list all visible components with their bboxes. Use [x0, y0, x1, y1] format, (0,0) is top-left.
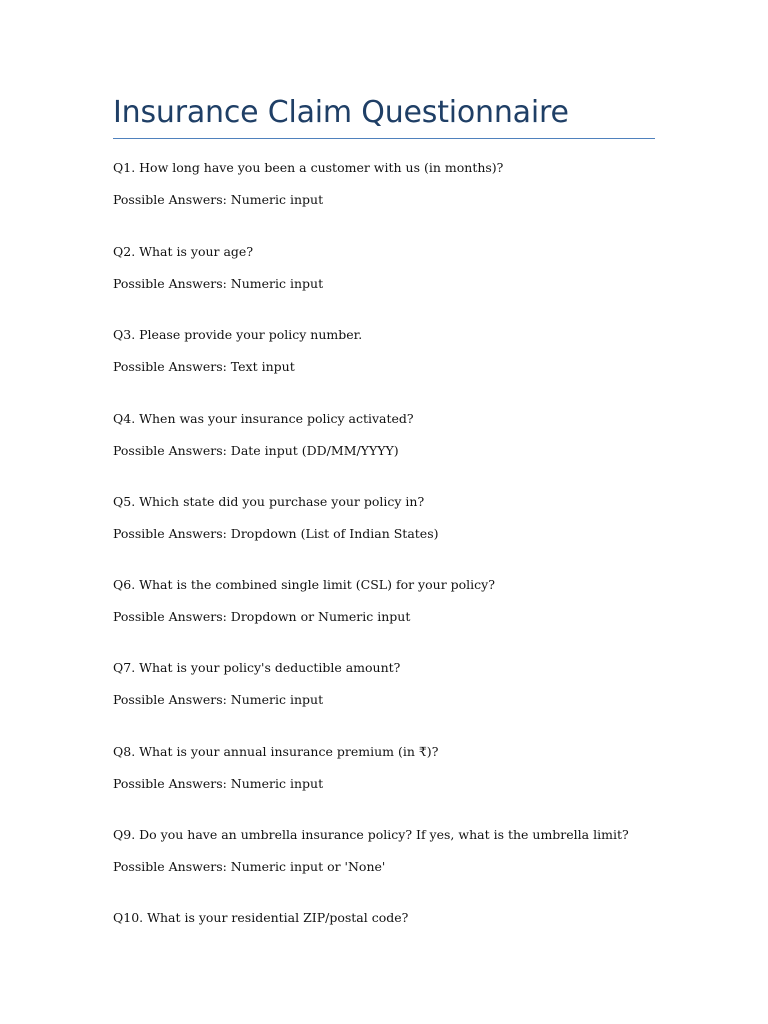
- answer-8: Possible Answers: Numeric input: [113, 776, 324, 791]
- answer-3: Possible Answers: Text input: [113, 359, 295, 374]
- answer-5: Possible Answers: Dropdown (List of Indian States): [113, 526, 439, 541]
- question-6: Q6. What is the combined single limit (CSL) for your policy?: [113, 577, 495, 592]
- question-4: Q4. When was your insurance policy activated?: [113, 411, 414, 426]
- question-2: Q2. What is your age?: [113, 244, 254, 259]
- answer-9: Possible Answers: Numeric input or 'None': [113, 859, 386, 874]
- answer-1: Possible Answers: Numeric input: [113, 192, 324, 207]
- question-3: Q3. Please provide your policy number.: [113, 327, 363, 342]
- question-1: Q1. How long have you been a customer with us (in months)?: [113, 160, 504, 175]
- question-10: Q10. What is your residential ZIP/postal code?: [113, 910, 409, 925]
- answer-2: Possible Answers: Numeric input: [113, 276, 324, 291]
- answer-7: Possible Answers: Numeric input: [113, 692, 324, 707]
- question-8: Q8. What is your annual insurance premium (in ₹)?: [113, 744, 439, 759]
- question-5: Q5. Which state did you purchase your policy in?: [113, 494, 425, 509]
- title-underline: [113, 138, 655, 139]
- answer-4: Possible Answers: Date input (DD/MM/YYYY): [113, 443, 399, 458]
- answer-6: Possible Answers: Dropdown or Numeric input: [113, 609, 411, 624]
- question-7: Q7. What is your policy's deductible amount?: [113, 660, 401, 675]
- page-title: Insurance Claim Questionnaire: [113, 95, 569, 130]
- question-9: Q9. Do you have an umbrella insurance policy? If yes, what is the umbrella limit?: [113, 827, 629, 842]
